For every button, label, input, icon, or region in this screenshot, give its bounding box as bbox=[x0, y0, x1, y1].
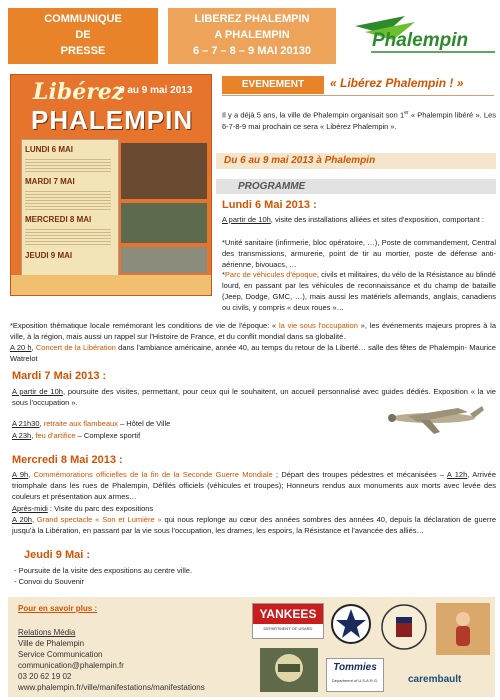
day-title-jeudi: Jeudi 9 Mai : bbox=[24, 549, 91, 561]
lundi-paragraph-2: *Unité sanitaire (infirmerie, bloc opératoire, …), Poste de commandement, Central des transmissions, armurerie, point de tir au mortier, poste de défense anti-aérienne, bivouacs, … bbox=[222, 238, 496, 269]
intro-paragraph bbox=[222, 108, 496, 132]
time-label: A partir de 10h bbox=[12, 387, 63, 396]
poster-title-phalempin: PHALEMPIN bbox=[31, 105, 194, 135]
jeep-club-emblem-icon bbox=[260, 648, 318, 692]
day-title-lundi: Lundi 6 Mai 2013 : bbox=[222, 199, 317, 211]
highlight-text: la vie sous l'occupation bbox=[278, 321, 358, 330]
header-event-line: A PHALEMPIN bbox=[214, 29, 290, 41]
time-label: A 9h bbox=[12, 470, 29, 479]
header-event-line: LIBEREZ PHALEMPIN bbox=[194, 13, 310, 25]
header-communique-line: COMMUNIQUE bbox=[44, 13, 122, 25]
paragraph-text: – Complexe sportif bbox=[75, 431, 141, 440]
highlight-text: retraite aux flambeaux bbox=[43, 419, 118, 428]
bullet: * bbox=[222, 270, 225, 279]
time-label: A partir de 10h bbox=[222, 215, 271, 224]
poster-day-label: MERCREDI 8 MAI bbox=[25, 215, 92, 224]
event-header-box bbox=[168, 8, 336, 64]
highlight-text: Grand spectacle « Son et Lumière » bbox=[36, 515, 162, 524]
pinup-emblem-icon bbox=[436, 603, 490, 655]
poster-day-label: JEUDI 9 MAI bbox=[25, 251, 73, 260]
time-label: A 23h bbox=[12, 431, 32, 440]
paragraph-text: : Visite du parc des expositions bbox=[47, 504, 154, 513]
intro-sup: er bbox=[404, 110, 409, 116]
punct: , bbox=[31, 343, 36, 352]
mardi-paragraph-2 bbox=[12, 418, 170, 429]
mercredi-paragraph-1 bbox=[12, 469, 496, 502]
poster-photo bbox=[121, 143, 207, 199]
time-label: A 20 h bbox=[10, 343, 32, 352]
paragraph-text: , Arrivée triomphale dans les rues de Phalempin, Défilés officiels (véhicules et troupes); Honneurs rendus aux monuments aux morts avec levée des couleurs et présentation aux armes… bbox=[12, 470, 496, 501]
time-label: A 12h bbox=[446, 470, 468, 479]
programme-bar: PROGRAMME bbox=[216, 179, 496, 194]
highlight-text: feu d'artifice bbox=[35, 431, 76, 440]
punct: , bbox=[28, 470, 34, 479]
mercredi-paragraph-2 bbox=[12, 503, 496, 514]
mercredi-paragraph-3 bbox=[12, 514, 496, 536]
tommies-logo bbox=[326, 658, 384, 692]
lundi-paragraph-5 bbox=[10, 342, 496, 364]
punct: , bbox=[39, 419, 44, 428]
association-emblem-icon bbox=[380, 603, 428, 651]
contact-email-link[interactable]: communication@phalempin.fr bbox=[18, 661, 124, 670]
carembault-logo: carembault bbox=[408, 674, 462, 685]
contact-line: Ville de Phalempin bbox=[18, 639, 85, 648]
dates-bar: Du 6 au 9 mai 2013 à Phalempin bbox=[216, 153, 496, 169]
contact-website-link[interactable]: www.phalempin.fr/ville/manifestations/manifestations bbox=[18, 683, 205, 692]
paragraph-text: , poursuite des visites, permettant, pour ceux qui le souhaitent, un accueil personnalisé avec guides dédiés. Exposition « la vie sous l'occupation ». bbox=[12, 387, 496, 407]
paragraph-text: , visite des installations alliées et sites d'exposition, comportant : bbox=[270, 215, 485, 224]
punct: , bbox=[31, 431, 36, 440]
punct: , bbox=[31, 515, 37, 524]
paragraph-text: , civils et militaires, du vélo de la Résistance au blindé lourd, en passant par les véhicules de reconnaissance et du champ de bataille (Jeep, Dodge, GMC, …), mais aussi les matériels allemands, anglais, canadiens ou civils, y compris « deux roues »… bbox=[222, 270, 496, 312]
mardi-paragraph-3 bbox=[12, 430, 140, 441]
warplane-icon bbox=[378, 398, 488, 440]
poster-date: 6 au 9 mai 2013 bbox=[119, 85, 193, 96]
poster-day-label: LUNDI 6 MAI bbox=[25, 145, 73, 154]
jeudi-item: - Poursuite de la visite des expositions au centre ville. bbox=[14, 566, 193, 575]
paragraph-text: ; Départ des troupes pédestres et mécanisées – bbox=[272, 470, 447, 479]
day-title-mercredi: Mercredi 8 Mai 2013 : bbox=[12, 454, 123, 466]
sponsor-sub: Department of U.S.A.R.G. bbox=[331, 678, 379, 683]
logo-text: Phalempin bbox=[372, 30, 469, 51]
intro-text: « Phalempin libéré ». Les 6-7-8-9 mai prochain ce sera « Libérez Phalempin ». bbox=[222, 110, 497, 131]
star-emblem-icon bbox=[330, 603, 372, 645]
jeudi-item: - Convoi du Souvenir bbox=[14, 577, 85, 586]
sponsor-sub: DEPARTMENT OF USARD bbox=[263, 626, 313, 631]
day-title-mardi: Mardi 7 Mai 2013 : bbox=[12, 370, 107, 382]
poster-sponsor-strip bbox=[11, 275, 211, 295]
evenement-label: EVENEMENT bbox=[222, 76, 324, 94]
lundi-paragraph-3 bbox=[222, 269, 496, 313]
highlight-text: Parc de véhicules d'époque bbox=[224, 270, 317, 279]
paragraph-text: qui nous replonge au cœur des années sombres des années 40, depuis la déclaration de guerre jusqu'à la Libération, en passant par la vie sous l'occupation, les drames, les espoirs, la Résistance et l'avancée des alliés… bbox=[12, 515, 497, 535]
sponsor-name: Tommies bbox=[333, 662, 377, 673]
footer-title: Pour en savoir plus : bbox=[18, 604, 98, 613]
divider bbox=[222, 95, 494, 96]
event-poster bbox=[10, 74, 212, 296]
header-event-line: 6 – 7 – 8 – 9 MAI 20130 bbox=[192, 45, 312, 57]
time-label: A 21h30 bbox=[12, 419, 40, 428]
paragraph-text: *Exposition thématique locale remémorant les conditions de vie de l'époque: « bbox=[10, 321, 279, 330]
press-release-box bbox=[8, 8, 158, 64]
poster-small-text bbox=[25, 191, 111, 211]
poster-small-text bbox=[25, 229, 111, 247]
time-label: Après-midi bbox=[12, 504, 48, 513]
sponsor-name: YANKEES bbox=[253, 604, 323, 624]
evenement-title: « Libérez Phalempin ! » bbox=[330, 76, 464, 90]
lundi-paragraph-1 bbox=[222, 214, 496, 225]
yankees-logo bbox=[252, 603, 324, 639]
paragraph-text: dans l'ambiance américaine, année 40, au temps du retour de la Liberté… salle des fêtes de Phalempin- Maurice Watrelot bbox=[10, 343, 496, 363]
paragraph-text: – Hôtel de Ville bbox=[117, 419, 171, 428]
poster-photo bbox=[121, 247, 207, 273]
header-communique-line: PRESSE bbox=[60, 45, 106, 57]
contact-line: Relations Média bbox=[18, 628, 76, 637]
header-communique-line: DE bbox=[75, 29, 91, 41]
poster-day-label: MARDI 7 MAI bbox=[25, 177, 75, 186]
poster-title-liberez: Libérez bbox=[33, 79, 125, 105]
poster-small-text bbox=[25, 159, 111, 173]
contact-phone: 03 20 62 19 02 bbox=[18, 672, 72, 681]
time-label: A 20h bbox=[12, 515, 32, 524]
contact-line: Service Communication bbox=[18, 650, 103, 659]
paragraph-text: », les événements majeurs propres à la ville, à la région, mais aussi un rappel sur l'Histoire de France, et du conflit mondial dans sa globalité. bbox=[10, 321, 497, 341]
highlight-text: Concert de la Libération bbox=[35, 343, 116, 352]
highlight-text: Commémorations officielles de la fin de la Seconde Guerre Mondiale bbox=[33, 470, 273, 479]
footer-contact-lines bbox=[18, 627, 205, 693]
intro-text: Il y a déjà 5 ans, la ville de Phalempin organisait son 1 bbox=[222, 110, 405, 120]
poster-photo bbox=[121, 203, 207, 243]
lundi-paragraph-4 bbox=[10, 320, 496, 342]
